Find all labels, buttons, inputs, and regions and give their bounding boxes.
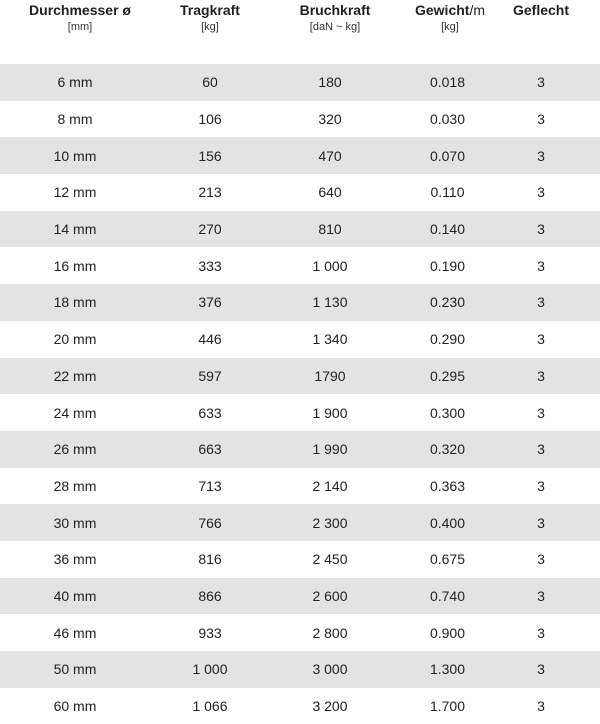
cell-geflecht: 3 [537, 184, 545, 201]
cell-bruchkraft: 320 [318, 111, 342, 128]
table-row [0, 431, 600, 468]
cell-tragkraft: 270 [198, 221, 222, 238]
cell-geflecht: 3 [537, 367, 545, 384]
cell-durchmesser: 8 mm [57, 111, 93, 128]
cell-bruchkraft: 3 200 [312, 698, 348, 715]
table-row [0, 247, 600, 284]
cell-tragkraft: 866 [198, 587, 222, 604]
cell-tragkraft: 333 [198, 257, 222, 274]
cell-geflecht: 3 [537, 221, 545, 238]
table-row [0, 137, 600, 174]
cell-geflecht: 3 [537, 331, 545, 348]
cell-bruchkraft: 3 000 [312, 661, 348, 678]
header-tragkraft [160, 2, 260, 36]
cell-tragkraft: 933 [198, 624, 222, 641]
cell-bruchkraft: 2 300 [312, 514, 348, 531]
cell-geflecht: 3 [537, 441, 545, 458]
table-row [0, 688, 600, 724]
cell-bruchkraft: 1790 [314, 367, 346, 384]
table-header [0, 0, 600, 60]
cell-durchmesser: 12 mm [53, 184, 97, 201]
cell-geflecht: 3 [537, 698, 545, 715]
cell-tragkraft: 60 [202, 74, 218, 91]
cell-tragkraft: 446 [198, 331, 222, 348]
cell-geflecht: 3 [537, 74, 545, 91]
table-row [0, 541, 600, 578]
cell-durchmesser: 14 mm [53, 221, 97, 238]
cell-bruchkraft: 1 990 [312, 441, 348, 458]
cell-tragkraft: 816 [198, 551, 222, 568]
table-row [0, 211, 600, 248]
cell-durchmesser: 40 mm [53, 587, 97, 604]
header-title: Tragkraft [180, 2, 240, 18]
cell-bruchkraft: 2 600 [312, 587, 348, 604]
cell-geflecht: 3 [537, 257, 545, 274]
header-title: Gewicht/m [414, 2, 486, 18]
cell-geflecht: 3 [537, 661, 545, 678]
cell-tragkraft: 713 [198, 477, 222, 494]
header-title: Geflecht [512, 2, 569, 18]
header-geflecht [500, 2, 582, 19]
cell-tragkraft: 633 [198, 404, 222, 421]
cell-tragkraft: 766 [198, 514, 222, 531]
table-row [0, 101, 600, 138]
cell-tragkraft: 213 [198, 184, 222, 201]
cell-durchmesser: 36 mm [53, 551, 97, 568]
cell-durchmesser: 22 mm [53, 367, 97, 384]
cell-gewicht: 0.018 [429, 74, 466, 91]
cell-gewicht: 0.230 [429, 294, 466, 311]
cell-tragkraft: 1 000 [192, 661, 228, 678]
cell-bruchkraft: 2 450 [312, 551, 348, 568]
cell-durchmesser: 18 mm [53, 294, 97, 311]
cell-bruchkraft: 2 800 [312, 624, 348, 641]
cell-gewicht: 0.740 [429, 587, 466, 604]
cell-tragkraft: 597 [198, 367, 222, 384]
cell-gewicht: 0.400 [429, 514, 466, 531]
cell-bruchkraft: 810 [318, 221, 342, 238]
cell-gewicht: 0.295 [429, 367, 466, 384]
cell-bruchkraft: 1 340 [312, 331, 348, 348]
table-row [0, 468, 600, 505]
cell-durchmesser: 6 mm [57, 74, 93, 91]
cell-gewicht: 1.300 [429, 661, 466, 678]
table-row [0, 578, 600, 615]
table-body [0, 64, 600, 724]
cell-bruchkraft: 640 [318, 184, 342, 201]
table-row [0, 284, 600, 321]
cell-durchmesser: 46 mm [53, 624, 97, 641]
header-unit: [kg] [441, 21, 459, 33]
cell-durchmesser: 30 mm [53, 514, 97, 531]
cell-bruchkraft: 1 130 [312, 294, 348, 311]
table-row [0, 651, 600, 688]
cell-durchmesser: 60 mm [53, 698, 97, 715]
header-durchmesser [20, 2, 140, 36]
cell-gewicht: 0.030 [429, 111, 466, 128]
cell-tragkraft: 106 [198, 111, 222, 128]
cell-tragkraft: 156 [198, 147, 222, 164]
header-gewicht [395, 2, 505, 36]
cell-gewicht: 0.290 [429, 331, 466, 348]
cell-durchmesser: 28 mm [53, 477, 97, 494]
header-title: Durchmesser ø [29, 2, 131, 18]
cell-gewicht: 0.363 [429, 477, 466, 494]
cell-gewicht: 0.675 [429, 551, 466, 568]
cell-gewicht: 0.900 [429, 624, 466, 641]
cell-gewicht: 1.700 [429, 698, 466, 715]
table-row [0, 394, 600, 431]
cell-durchmesser: 16 mm [53, 257, 97, 274]
cell-geflecht: 3 [537, 624, 545, 641]
cell-geflecht: 3 [537, 587, 545, 604]
cell-gewicht: 0.190 [429, 257, 466, 274]
cell-geflecht: 3 [537, 477, 545, 494]
header-bruchkraft [280, 2, 390, 36]
table-row [0, 64, 600, 101]
cell-gewicht: 0.070 [429, 147, 466, 164]
cell-durchmesser: 20 mm [53, 331, 97, 348]
header-unit: [kg] [201, 21, 219, 33]
cell-geflecht: 3 [537, 404, 545, 421]
cell-gewicht: 0.320 [429, 441, 466, 458]
cell-gewicht: 0.140 [429, 221, 466, 238]
cell-durchmesser: 24 mm [53, 404, 97, 421]
table-row [0, 614, 600, 651]
cell-geflecht: 3 [537, 111, 545, 128]
cell-durchmesser: 50 mm [53, 661, 97, 678]
cell-geflecht: 3 [537, 294, 545, 311]
header-unit: [daN ~ kg] [309, 21, 361, 33]
cell-geflecht: 3 [537, 147, 545, 164]
cell-durchmesser: 10 mm [53, 147, 97, 164]
cell-bruchkraft: 1 900 [312, 404, 348, 421]
cell-tragkraft: 376 [198, 294, 222, 311]
cell-geflecht: 3 [537, 514, 545, 531]
header-title: Bruchkraft [299, 2, 371, 18]
table-row [0, 358, 600, 395]
cell-bruchkraft: 1 000 [312, 257, 348, 274]
table-row [0, 174, 600, 211]
cell-gewicht: 0.110 [430, 184, 465, 201]
cell-bruchkraft: 2 140 [312, 477, 348, 494]
table-row [0, 504, 600, 541]
cell-durchmesser: 26 mm [53, 441, 97, 458]
cell-gewicht: 0.300 [429, 404, 466, 421]
cell-tragkraft: 663 [198, 441, 222, 458]
cell-geflecht: 3 [537, 551, 545, 568]
cell-bruchkraft: 470 [318, 147, 342, 164]
header-unit: [mm] [67, 21, 93, 33]
cell-tragkraft: 1 066 [192, 698, 228, 715]
table-row [0, 321, 600, 358]
cell-bruchkraft: 180 [318, 74, 342, 91]
